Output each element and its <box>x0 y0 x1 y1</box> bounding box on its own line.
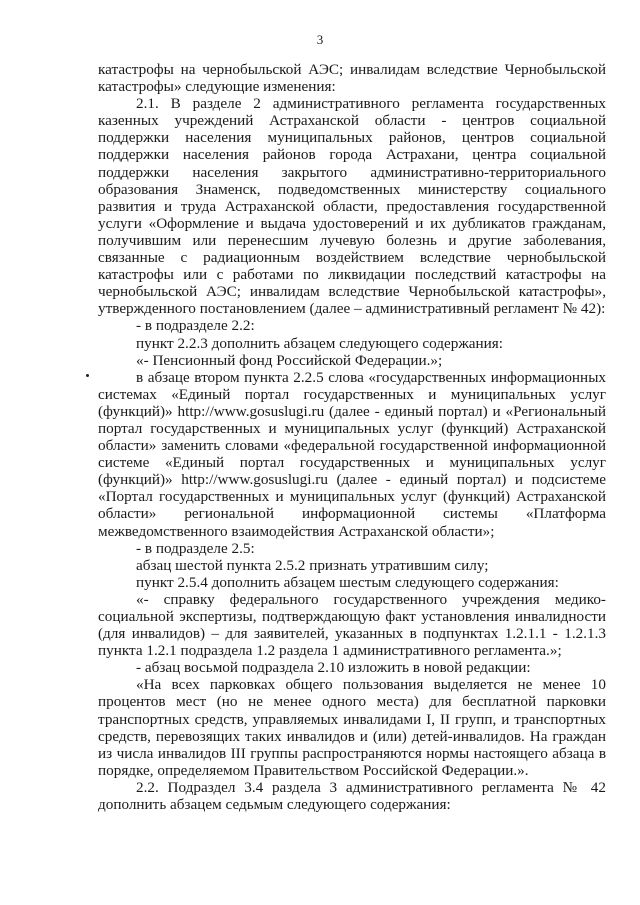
paragraph-item-2-5-4: пункт 2.5.4 дополнить абзацем шестым следующего содержания: <box>136 573 559 591</box>
paragraph-item-2-2-5: в абзаце втором пункта 2.2.5 слова «государственных информационных системах «Единый портал государственных и муниципальных услуг (функций)» http://www.gosuslugi.ru (далее - единый портал) и «Региональный портал государственных и муниципальных услуг (функций) Астраханской области» заменить словами «федеральной государственной информационной системе «Единый портал государственных и муниципальных услуг (функций)» http://www.gosuslugi.ru (далее - единый портал) и подсистеме «Портал государственных и муниципальных услуг (функций) Астраханской области» региональной информационной системы «Платформа межведомственного взаимодействия Астраханской области»; <box>98 368 606 540</box>
paragraph-parking: «На всех парковках общего пользования выделяется не менее 10 процентов мест (но не менее одного места) для бесплатной парковки транспортных средств, управляемых инвалидами I, II групп, и транспортных средств, перевозящих таких инвалидов и (или) детей-инвалидов. На граждан из числа инвалидов III группы распространяются нормы настоящего абзаца в порядке, определяемом Правительством Российской Федерации.». <box>98 676 606 779</box>
paragraph-section-2-1: 2.1. В разделе 2 административного регламента государственных казенных учреждений Астраханской области - центров социальной поддержки населения муниципальных районов, центров социальной поддержки населения районов города Астрахани, центра социальной поддержки населения закрытого административно-территориального образования Знаменск, подведомственных министерству социального развития и труда Астраханской области, предоставления государственной услуги «Оформление и выдача удостоверений и их дубликатов гражданам, получившим или перенесшим лучевую болезнь и другие заболевания, связанные с радиационным воздействием вследствие чернобыльской катастрофы или с работами по ликвидации последствий катастрофы на чернобыльской АЭС; инвалидам вследствие Чернобыльской катастрофы», утвержденного постановлением (далее – административный регламент № 42): <box>98 95 606 318</box>
paragraph-pension-fund: «- Пенсионный фонд Российской Федерации.»; <box>136 351 443 369</box>
paragraph-subsection-2-5: - в подразделе 2.5: <box>136 539 255 557</box>
document-body <box>98 61 606 813</box>
margin-dot <box>86 374 89 377</box>
page-number: 3 <box>316 32 324 47</box>
paragraph-disability-certificate: «- справку федерального государственного учреждения медико-социальной экспертизы, подтверждающую факт установления инвалидности (для инвалидов) – для заявителей, указанных в подпунктах 1.2.1.1 - 1.2.1.3 пункта 1.2.1 подраздела 1.2 раздела 1 административного регламента.»; <box>98 590 606 660</box>
paragraph-item-2-5-2: абзац шестой пункта 2.5.2 признать утратившим силу; <box>136 556 489 574</box>
paragraph-item-2-2-3: пункт 2.2.3 дополнить абзацем следующего содержания: <box>136 334 504 352</box>
paragraph-subsection-2-2: - в подразделе 2.2: <box>136 317 255 335</box>
paragraph-section-2-2: 2.2. Подраздел 3.4 раздела 3 административного регламента № 42 дополнить абзацем седьмым следующего содержания: <box>98 778 606 814</box>
paragraph-subsection-2-10: - абзац восьмой подраздела 2.10 изложить в новой редакции: <box>136 659 531 677</box>
paragraph-continuation: катастрофы на чернобыльской АЭС; инвалидам вследствие Чернобыльской катастрофы» следующие изменения: <box>98 61 606 96</box>
